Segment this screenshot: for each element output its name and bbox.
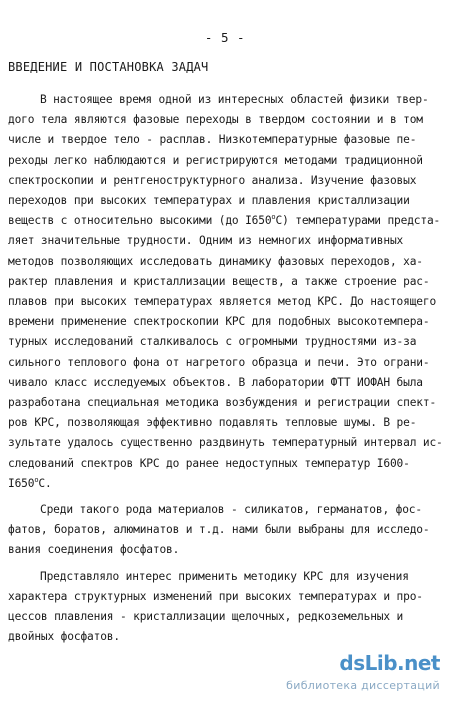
- text-line: В настоящее время одной из интересных областей физики твер-: [40, 93, 429, 106]
- text-line: ров КРС, позволяющая эффективно подавлять тепловые шумы. В ре-: [8, 416, 417, 430]
- text-fragment: веществ с относительно высокими (до I650: [8, 214, 272, 228]
- page-number: - 5 -: [204, 30, 246, 45]
- text-line: [8, 476, 418, 492]
- watermark-subtitle: библиотека диссертаций: [286, 679, 440, 692]
- text-line: фатов, боратов, алюминатов и т.д. нами были выбраны для исследо-: [8, 523, 430, 537]
- text-line: Представляло интерес применить методику КРС для изучения: [40, 569, 409, 583]
- text-line: двойных фосфатов.: [8, 630, 120, 644]
- text-line: характера структурных изменений при высоких температурах и про-: [8, 589, 423, 603]
- text-line: чивало класс исследуемых объектов. В лаборатории ФТТ ИОФАН была: [8, 375, 423, 389]
- text-line: следований спектров КРС до ранее недоступных температур I600-: [8, 456, 410, 470]
- text-line: вания соединения фосфатов.: [8, 543, 180, 557]
- text-line: плавов при высоких температурах является метод КРС. До настоящего: [8, 295, 437, 308]
- text-line: переходов при высоких температурах и плавления кристаллизации: [8, 194, 410, 207]
- text-line: сильного теплового фона от нагретого образца и печи. Это ограни-: [8, 355, 430, 369]
- text-line: зультате удалось существенно раздвинуть температурный интервал ис-: [8, 436, 443, 450]
- text-line: Среди такого рода материалов - силикатов, германатов, фос-: [40, 503, 422, 516]
- text-line: времени применение спектроскопии КРС для подобных высокотемпера-: [8, 315, 430, 329]
- text-line: турных исследований сталкивалось с огромными трудностями из-за: [8, 335, 417, 349]
- text-line: цессов плавления - кристаллизации щелочных, редкоземельных и: [8, 610, 404, 623]
- text-line: спектроскопии и рентгеноструктурного анализа. Изучение фазовых: [8, 173, 417, 187]
- text-line: [8, 213, 441, 229]
- text-line: дого тела являются фазовые переходы в твердом состоянии и в том: [8, 113, 423, 127]
- text-line: разработана специальная методика возбуждения и регистрации спект-: [8, 396, 437, 409]
- watermark-logo: [272, 649, 442, 699]
- text-line: числе и твердое тело - расплав. Низкотемпературные фазовые пе-: [8, 133, 417, 147]
- text-line: рактер плавления и кристаллизации веществ, а также строение рас-: [8, 274, 430, 288]
- degree-superscript: о: [34, 475, 39, 484]
- text-fragment: С.: [38, 476, 52, 490]
- text-line: ляет значительные трудности. Одним из немногих информативных: [8, 234, 404, 248]
- text-line: реходы легко наблюдаются и регистрируются методами традиционной: [8, 153, 423, 167]
- degree-superscript: о: [271, 213, 276, 222]
- text-line: методов позволяющих исследовать динамику фазовых переходов, ха-: [8, 254, 423, 268]
- text-fragment: С) температурами предста-: [275, 214, 441, 228]
- section-heading: ВВЕДЕНИЕ И ПОСТАНОВКА ЗАДАЧ: [8, 60, 209, 74]
- watermark-title: dsLib.net: [339, 651, 440, 675]
- text-fragment: I650: [8, 476, 35, 490]
